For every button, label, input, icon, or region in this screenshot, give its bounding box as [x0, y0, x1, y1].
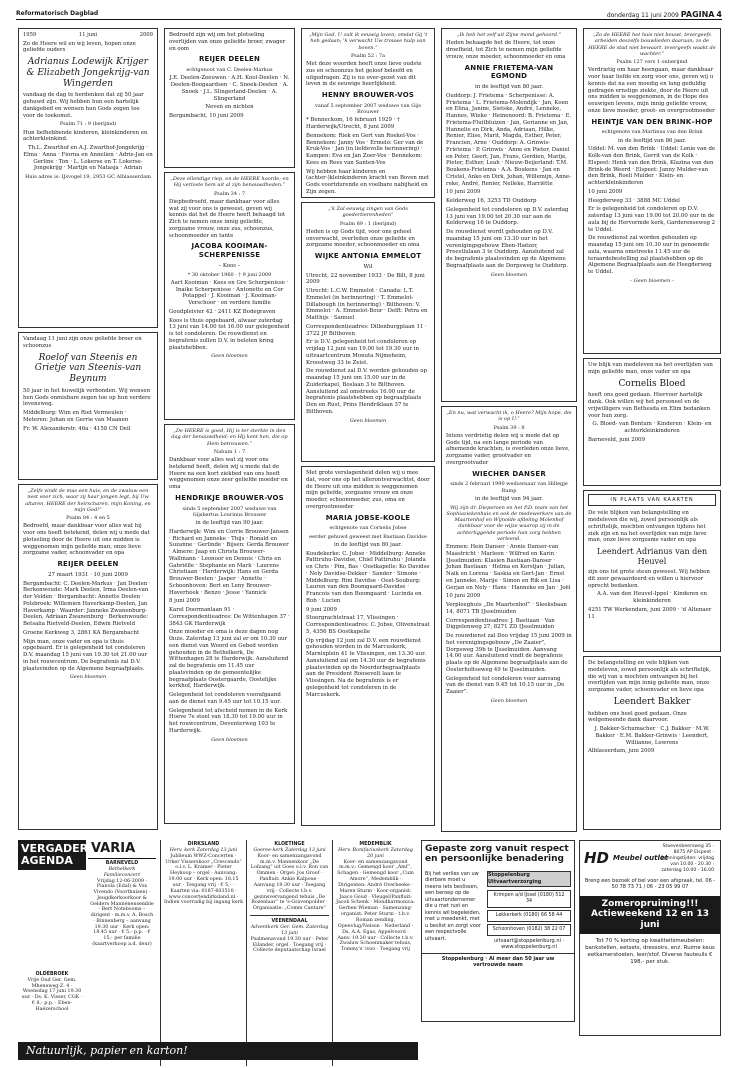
natuurlijk-banner: Natuurlijk, papier en karton!: [18, 1042, 418, 1060]
couple-names: Adrianus Lodewijk Krijger & Elizabeth Jongekrijg-van Wingerden: [26, 57, 150, 89]
thanks-leendert-bakker: De belangstelling en vele blijken van medeleven, zowel persoonlijk als schriftelijk, die wij van u mochten ontvangen bij het overlijden van mijn innig geliefde man, onze zorgzame vader, schoonvader en lieve opa Leendert Bakker hebben ons heel goed gedaan. Onze welgemeende dank daarvoor. J. Bakker-Schumacher · C.J. Bakker · M.W. Bakker · E.M. Bakker-Grinwis · Leendert, Willianne, Lowrens Alblasserdam, juni 2009: [583, 656, 721, 830]
anniversary-notice-krijger: 1959 11 juni 2009 Zo de Heere wil en wij leven, hopen onze geliefde ouders Adrianus Lodewijk Krijger & Elizabeth Jongekrijg-van Wingerden vandaag de dag te herdenken dat zij 50 jaar gehuwd zijn. Wij hebben hun een hartelijk dankgebed en wensen hun Gods zegen toe voor de toekomst. Psalm 71 : 9 (berijmd) Hun liefhebbende kinderen, kleinkinderen en achterkleinkind. Th.L. Zwarthof en A.J. Zwarthof-Jongekrijg · Elma · Anna · Fiorna en Annelien · Adrie-Jan en Gerline · Ton · L. Lokerse en T. Lokerse-Jongekrijg · Martijn en Natasja · Adrian Huis adres is: IJsvogel 19, 2953 GC Alblasserdam: [18, 28, 158, 328]
obituary-maria-jobse: Met grote verslagenheid delen wij u mee dat, voor ons op het allerontverwachtst, door de Heere uit ons midden is weggenomen mijn geliefde, zorgzame vrouw en onze moeder, schoonmoeder, zus, oma en overgrootmoeder MARIA JOBSE-KOOLE echtgenote van Cornelis Jobse eerder gehuwd geweest met Bastiaan Davidse in de leeftijd van 80 jaar. Koudekerke: C. Jobse · Middelburg: Anneke Pattiruhu-Davidse, Chiel Pattiruhu · Jolanda en Chris · Pim, Bas · Oostkapelle: Ko Davidse · Nely Davidse-Dekker · Sander · Simone · Middelburg: Rini Davidse · Oost-Souburg: Lauren van den Boomgaard-Davidse · Francois van den Boomgaard · Lucinda en Rob · Lucien 9 juni 2009 Stoergrachtstraat 17, Vlissingen · Correspondentieadres: C. Jobse, Olivenstraat 5, 4356 BS Oostkapelle Op vrijdag 12 juni zal D.V. een rouwdienst gehouden worden in de Marcuskerk, Marnixplein 41 te Vlissingen, om 13.30 uur. Aansluitend zal om 14.30 uur de begrafenis plaatsvinden op de Noorderbegraafplaats aan de President Roosevelt laan te Vlissingen. Na de begrafenis is er gelegenheid tot condoleren in de Marcuskerk.: [301, 466, 435, 826]
agenda-item-kloetinge: KLOETINGE Goeree-kerk Zaterdag 13 juni Koor- en samenzangavond m.m.v. Mannenkoor „De Lofzang” uit Goes o.l.v. Ron van Ommen · Orgel: Jos Groof · Panfluit: Ankie Kalpoue · Aanvang 19.30 uur · Toegang vrij · Collecte t.b.v. gezinsvervangend tehuis „De Rozenlaar” te 's-Gravenpolder · Organisatie: „Comm Cantare” VEENENDAAL Adventkerk Ger. Gem. Zaterdag 13 juni Psalmenavond 19.30 uur · Peter Eilander, orgel · Toegang vrij · Collecte deputaatschap Israel: [246, 840, 332, 1066]
column-5: [583, 28, 721, 834]
vergader-agenda-header: VERGADER-AGENDA: [18, 840, 86, 870]
varia-header: VARIA: [88, 840, 156, 859]
ad-stoppelenburg: Gepaste zorg vanuit respect en persoonlijke benadering Bij het verlies van uw dierbare moet u ineens iets beslissen, een beroep op de uitvaartondernemer die u met rust en kennis wil begeleiden, met u meedenkt, met u beslist en zorgt voor een respectvolle uitvaart. Stoppelenburg Uitvaartverzorging Krimpen a/d IJssel (0180) 512 34 Lekkerkerk (0180) 66 58 44 Schoonhoven (0182) 38 22 07 uitvaart@stoppelenburg.nl · www.stoppelenburg.nl Stoppelenburg · Al meer dan 50 jaar uw vertrouwde naam: [421, 840, 575, 1022]
column-3: [301, 28, 435, 830]
hd-logo: HD Meubel outlet: [584, 848, 668, 867]
agenda-item-oldebroek: OLDEBROEK Vrije Oud Ger. Gem. Mheneweg-Z. 4 · Woensdag 17 juni 19.30 uur · Ds. K. Visser, CGK · € 8,- p.p. · Eben-Haëzerschool: [21, 972, 83, 1012]
page-number: 4: [716, 10, 722, 19]
obituary-annie-frietema: „Ik heb het zelf uit Zijne mond gehoord.” Heden behaagde het de Heere, tot onze droefheid, tot Zich te nemen mijn geliefde vrouw, onze moeder, schoonmoeder en oma ANNIE FRIETEMA-VAN EGMOND in de leeftijd van 80 jaar. Ouddorp: J. Frietema · Scherpenisse: A. Frietema · L. Frietema-Molendijk · Jan, Koen en Elina, Janine, Sietske, André, Lenneke, Hannes, Wieke · Heinenoord: B. Frietema · E. Frietema-Fluitbluizen · Jan, Gerianne en Jan, Hannelie en Dirk, Anda, Adriaan, Hilke, Renier, Elise, Marit, Magda, Esther, Peter, Francien, Arne · Ouddorp: A. Grinwis-Frietema · P. Grinwis · Anne en Pieter, Daniel en Peter, Geert, Jan, Frans, Gerdien, Marije, Pieter, Esther, Leah · Nieuw-Beijerland: T.M. Boukens-Frietema · A.A. Boukens · Jan en Cristel, Anko en Dirk, Johan, Willemijn, Anne-reke, André, Renier, Nelleke, Harriëtte 10 juni 2009 Kelderweg 16, 3253 TD Ouddorp Gelegenheid tot condoleren op D.V. zaterdag 13 juni van 19.00 tot 20.30 uur aan de Kelderweg 16 te Ouddorp. De rouwdienst wordt gehouden op D.V. maandag 15 juni om 13.30 uur in het verenigingsgebouw Eben-Haëzer, Preestlulaan 3 te Ouddorp. Aansluitend zal de begrafenis plaatsvinden op de Algemene Begraafplaats aan de Dorpsweg te Ouddorp. Geen bloemen: [441, 28, 577, 402]
agenda-item-dirksland: DIRKSLAND Herv. kerk Zaterdag 13 juni Jubileum WWZ-Concerten · Urker Visserskoor „Crescendo” o.l.v. L. Kramer · Pieter Heykoop – orgel · Aanvang: 19.00 uur · Kerk open: 18.15 uur · Toegang vrij · € 5,- · Kaarten via: 0187-603510 · www.concertendirksland.nl · Indien voorradig bij ingang kerk: [160, 840, 246, 1066]
obituary-heintje-van-den-brink: „Zo de HEERE het huis niet bouwt, tevergeefs arbeiden deszelfs bouwlieden daaraan; zo de HEERE de stad niet bewaart, tevergeefs waakt de wachter.” Psalm 127 vers 1 onberijmd Verdrietig om haar heengaan, maar dankbaar voor haar liefde en zorg voor ons, geven wij u kennis dat na een moedig en lang geduldig gedragen ernstige ziekte, door de Heere uit ons midden is weggenomen, in de Hope des eeuwigen levens, mijn innig geliefde vrouw, onze lieve moeder, groot- en overgrootmoeder HEINTJE VAN DEN BRINK–HOP echtgenote van Martinus van den Brink in de leeftijd van 86 jaar. Uddel: M. van den Brink · Uddel: Lenie van de Kolk-van den Brink, Gerrit van de Kolk · Elspeet: Henk van den Brink, Klazina van den Brink-de Weerd · Elspeet: Janny Mulder-van den Brink, Roeli Mulder · Klein- en achterkleinkinderen 10 juni 2009 Heegderweg 33 · 3888 MC Uddel Er is gelegenheid tot condoleren op D.V. zaterdag 13 juni van 19.00 tot 20.00 uur in de aula bij de Hervormde kerk, Garderenseweg 2 te Uddel. De rouwdienst zal worden gehouden op maandag 15 juni om 10.30 uur in genoemde aula, waarna omstreeks 11.45 uur de teraardebestelling zal plaatshebben op de Algemene Begraafplaats aan de Heegderweg te Uddel. – Geen bloemen –: [583, 28, 721, 354]
hd-opening-info: Stoevenbeersweg 35 · 8075 AP Elspeet · Openingstijden: vrijdag van 10.00 - 20.30 · zaterdag 10.00 - 16.00: [660, 844, 714, 873]
thanks-cornelis-bloed: Uw blijk van medeleven na het overlijden van mijn geliefde man, onze vader en opa Cornelis Bloed heeft ons goed gedaan. Hiervoor hartelijk dank. Ook willen wij het personeel en de vrijwilligers van Bethesda en Elim bedanken voor hun zorg. G. Bloed- van Bentum · Kinderen · Klein- en achterkleinkinderen Barneveld, juni 2009: [583, 358, 721, 486]
anniversary-notice-van-steenis: Vandaag 11 juni zijn onze geliefde broer en schoonzus Roelof van Steenis en Grietje van Steenis-van Beynum 50 jaar in het huwelijk verbonden. Wij wensen hen Gods onmisbare zegen toe op hun verdere levensweg. Middelburg: Wim en Riet Vermeulen · Meteren: Johan en Gerrie van Maanen Fr. W. Alexanderstr. 46a · 4158 CN Deil: [18, 332, 158, 480]
hd-banner: Zomeropruiming!!! Actieweekend 12 en 13 juni: [580, 896, 720, 934]
ad-title: Gepaste zorg vanuit respect en persoonlijke benadering: [425, 844, 569, 865]
page-label: PAGINA: [680, 10, 715, 19]
column-2: [164, 28, 295, 828]
obituary-wiecher-danser: „En nu, wat verwacht ik, o Heere? Mijn hope, die is op U.” Psalm 39 : 8 Intens verdrietig delen wij u mede dat op Gods tijd, na een lange periode van afnemende krachten, is overleden onze lieve, zorgzame vader, grootvader en overgrootvader WIECHER DANSER sinds 2 februari 1990 weduwnaar van Hillegje Rump in de leeftijd van 94 jaar. Wij zijn dr. Dieperoen en het P.D. team van het Sophiaziekenhuis en ook de medewerkers van de Maartenhof en Wijnolde afdeling Molenhof dankbaar voor de wijze waarop zij in de achterliggende periode hun zorg hebben verleend. Emmen: Hein Danser · Annie Danser-van Maastricht · Marleen · Wilfred en Karin · IJsselmuiden: Klasien Bastiaan-Danser · Johan Bastiaan · Helma en Kerstjan · Julian, Naik en Lorena · Saskia en Gert-Jan · Ernst en Janneke, Marije · Simon en Rik en Lisa · Gerjan en Nely · Hans · Hanneke en Jan · Joël 10 juni 2009 Verpleeghuis „De Maartenhof” · Sleeksbaan 14, 8071 TB IJsselmuiden Correspondentieadres: J. Bastiaan · Van Diggelenweg 27, 8271 ZD IJsselmuiden De rouwdienst zal Doo vrijdag 15 juni 2009 in het verenigingsgebouw „De Zaaier”, Dorpsweg 39b te IJsselmuiden. Aanvang 14.00 uur. Aansluitend vindt de begrafenis plaats op de Algemene begraafplaats aan de Oosterholtseweg 49 te IJsselmuiden. Gelegenheid tot condoleren voor aanvang van de dienst van 9.45 tot 10.15 uur in „De Zaaier”. Geen bloemen: [441, 406, 577, 832]
couple-names: Roelof van Steenis en Grietje van Steenis-van Beynum: [34, 352, 142, 385]
masthead: [16, 10, 722, 20]
vergader-agenda: [18, 840, 93, 1066]
obituary-reijer-deelen-family: Bedroefd zijn wij om het plotseling overlijden van onze geliefde broer, zwager en oom REIJER DEELEN echtgenoot van C. Deelen-Markus J.E. Deelen-Zeeuwen · A.H. Kool-Deelen · N. Deelen-Boogaardsen · C. Snoek-Deelen · A. Snoek · J.L. Slingerland-Deelen · A. Slingerland Neven en nichten Bergambacht, 10 juni 2009: [164, 28, 295, 168]
obituary-reijer-deelen: „Zelfs vindt de mus een huis, en de zwaluw een nest voor zich, waar zij haar jongen legt, bij Uw altaren, HEERE der heirscharen, mijn Koning, en mijn God!” Psalm 84 : 4 en 5 Bedroefd, maar dankbaar voor alles wat hij voor ons heeft betekend, delen wij u mede dat plotseling door de Heere uit ons midden is weggenomen mijn geliefde man, onze lieve zorgzame vader, schoonvader en opa REIJER DEELEN 27 maart 1931 · 10 juni 2009 Bergambacht: C. Deelen-Markus · Jan Deelen · Berkenwoude: Mark Deelen, Irma Deelen-van der Velden · Bergambacht: Annette Deelen · Polsbroek: Willemien Haverkamp-Deelen, Jan Haverkamp · Waarder: Janneke Zwanenburg-Deelen, Adriaan Zwanenburg · Berkenwoude: Betsalia Rietveld-Deelen, Edwin Rietveld Groene Kerkweg 3, 2861 KA Bergambacht Mijn man, onze vader en opa is thuis opgebaard. Er is gelegenheid tot condoleren D.V. maandag 15 juni van 19.30 tot 21.00 uur in het rouwcentrum. De begrafenis zal D.V. plaatsvinden op de Algemene begraafplaats. Geen bloemen: [18, 484, 158, 830]
stoppelenburg-logo: Stoppelenburg Uitvaartverzorging: [487, 871, 571, 887]
varia-section: [88, 840, 156, 1066]
column-1: [18, 28, 158, 834]
thanks-van-den-heuvel: IN PLAATS VAN KAARTEN De vele blijken van belangstelling en medeleven die wij, zowel persoonlijk als schriftelijk, mochten ontvangen tijdens het ziek zijn en na het overlijden van mijn lieve man, onze lieve zorgzame vader en opa Leendert Adrianus van den Heuvel zijn ons tot grote steun geweest. Wij hebben dit zeer gewaardeerd en willen u hiervoor oprecht bedanken. A.A. van den Heuvel-Ippel · Kinderen en kleinkinderen 4251 TW Werkendam, juni 2009 · 'd Altenaer 11: [583, 490, 721, 652]
publication-name: Reformatorisch Dagblad: [16, 10, 99, 17]
obituary-jacoba-kooiman: „Deze ellendige riep, en de HEERE hoorde; en Hij verloste hem uit al zijn benauwdheden.” Psalm 34 : 7 Diepbedroefd, maar dankbaar voor alles wat zij voor ons is geweest, geven wij kennis dat het de Heere heeft behaagd tot Zich te nemen onze innig geliefde, zorgzame vrouw, onze zus, schoonzus, schoonmoeder en tante JACOBA KOOIMAN-SCHERPENISSE – Koos – * 30 oktober 1960 · † 9 juni 2009 Aart Kooiman · Kees en Gre Scherpenisse · Inaike Scherpenisse · Antonette en Cor Potappel · J. Kooiman · J. Kooiman-Verschoor · en verdere familie Goudpleivier 42 · 2411 KZ Bodegraven Koos is thuis opgebaard, alwaar zaterdag 13 juni van 14.00 tot 16.00 uur gelegenheid is tot condoleren. De rouwdienst en begrafenis zullen D.V. in beloten kring plaatshebben. Geen bloemen: [164, 172, 295, 420]
agenda-columns: [160, 840, 418, 1066]
agenda-item-barneveld: BARNEVELD Bethelkerk Familieconcert Vrijdag 12-06-2009 · Pianola (Edal) & Vox Vivendo (Voorthuizen) · Jeugdkerkoorkoor & Gelders Mannenensemble · Bert Notebooms – dirigent · m.m.v. A. Bosch · Binnenberg – aanvang 19.30 uur · Kerk open: 18.45 uur · € 5,- p.p. · € 15,- per familie (kaartverkoop a.d. deur): [90, 861, 154, 947]
obituary-wijke-emmelot: „'k Zal eeuwig zingen van Gods goedertierenheden” Psalm 89 : 1 (berijmd) Heden is op Gods tijd, voor ons geheel onverwacht, overleden onze geliefde en zorgzame moeder, schoonmoeder en oma WIJKE ANTONIA EMMELOT Wil Utrecht, 22 november 1933 · De Bilt, 8 juni 2009 Utrecht: L.C.W. Emmelot · Canada: L.T. Emmelot (in herinnering) · T. Emmelot-Dillabough (in herinnering) · Bilthoven: V. Emmelot · A. Emmelot-Bour · Delft: Petra en Matthijs · Samuel Correspondentieadres: Dillenburgplaan 11 · 3722 JP Bilthoven Er is D.V. gelegenheid tot condoleren op vrijdag 12 juni van 19.00 tot 19.30 uur in uitvaartcentrum Monuta Nijmeheim, Kroostweg 33 te Zeist. De rouwdienst zal D.V. worden gehouden op maandag 15 juni om 15.00 uur in de Zuiderkapel, Boslaan 3 te Bilthoven. Aansluitend zal omstreeks 16.00 uur de begrafenis plaatshebben op begraafplaats Den en Rust, Prins Hendriklaan 37 te Bilthoven. Geen bloemen: [301, 202, 435, 462]
column-4: [441, 28, 577, 836]
deceased-name: REIJER DEELEN: [57, 560, 119, 568]
issue-date: donderdag 11 juni 2009 PAGINA 4: [606, 10, 722, 19]
obituary-hendrikje-brouwer: „De HEERE is goed, Hij is ter sterkte in den dag der benauwdheid; en Hij kent hen, die op Hem betrouwen.” Nahum 1 : 7 Dankbaar voor alles wat zij voor ons betekend heeft, delen wij u mede dat de Heere na een kort ziekbed van ons heeft weggenomen onze zeer geliefde moeder en oma HENDRIKJE BROUWER-VOS sinds 5 september 2007 weduwe van Gijsbertus Lourinus Brouwer in de leeftijd van 90 jaar. Harderwijk: Wim en Corrie Brouwer-Jansen · Richard en Janneke · Thijs · Ronald en Suzanne · Gerlinde · Bijsen: Gerda Brouwer · Almere: Jaap en Christa Brouwer-Wallmann · Leonoor en Dennis · Chris en Gabriëlle · Stephanie en Mark · Laurens Christiaan · Harderwijk: Hans en Gerda Brouwer-Beelen · Jasper · Annette · Schoonhoven: Bert en Leny Brouwer-Haverhoek · Benzo · Jesse · Yannick 8 juni 2009 Karel Doormanlaan 91 · Correspondentieadres: De Wittenhagen 37 · 3843 GK Harderwijk Onze moeder en oma is deze dagen nog thuis. Zaterdag 13 juni zal er om 10.30 uur een dienst van Woord en Gebed worden gehouden in de Bethelkerk, De Wittenhagen 28 te Harderwijk. Aansluitend zal de begrafenis om 11.45 uur plaatsvinden op de gemeentelijke begraafplaats Oostergaarde, Oostelijke kerkhof, Harderwijk. Gelegenheid tot condoleren voorafgaand aan de dienst van 9.45 uur tot 10.15 uur. Gelegenheid tot afscheid nemen in de Kerk Hoeve 7e stoel van 18.30 tot 19.00 uur in het rouwcentrum, Deventerweg 103 te Harderwijk. Geen bloemen: [164, 424, 295, 824]
obituary-henny-brouwer: „Mijn God, U zult ik eeuwig loven; omdat Gij 't heb gedaan; 'k verwacht Uw trouwe hulp van boven.” Psalm 52 : 7a Met deze woorden heeft onze lieve oudste zus en schoonzus het geloof beleefd en uitgedragen. Zij is nu over-gezet van dit leven in de eeuwige heerlijkheid. HENNY BROUWER-VOS vanaf 5 september 2007 weduwe van Gijs Brouwer * Benneckom, 16 februari 1929 · † Harderwijk/Utrecht, 8 juni 2009 Bennekom: Riek en Gert van Roekel-Vos · Bennekom: Janny Vos · Ermelo: Ger van de Kruk-Vos · Jan (in liefdevolle herinnering) · Kampen: Eva en Jan Zoer-Vos · Bennekom: Kees en Rees van Santen-Vos Wij hebben haar kinderen en (achter-)kleinkinderen kracht van Boven met Gods voortdurende en voelbare nabijheid en Zijn zegen.: [301, 28, 435, 198]
ad-hd-meubel-outlet: HD Meubel outlet Stoevenbeersweg 35 · 8075 AP Elspeet · Openingstijden: vrijdag van 10.00 - 20.30 · zaterdag 10.00 - 16.00 Breng een bezoek of bel voor een afspraak, tel. 06 - 50 78 73 71 / 06 - 23 05 99 07 Zomeropruiming!!! Actieweekend 12 en 13 juni Tot 70 % korting op kwaliteitsmeubelen: bankstellen, eetsets, dressoirs, enz. Ruime keus eetkamerstoelen, leer/stof. Diverse fauteuils € 198,- per stuk.: [579, 840, 721, 1036]
agenda-item-medemblik: MEDEMBLIK Herv. Bonifaciuskerk Zaterdag 20 juni Koor- en samenzangavond m.m.v.: Gemengd koor „Amf”, Schagen · Gemengd koor „Cum Amore”, Medemblik · Dirigenten: André Overbeeke · Maren Sturm · Koor-organist: Jaaco Goud · Vleugel/Panfluit: Jacob Schenk · Mondharmonica: Gerben Wieman · Samenzang-organist: Peter Sturm · t.b.v. Roman zending, Openvlug/Nelson · Nederland · Ds. A.A. Egas, Appelvoord · Aanv. 19.30 uur · Collecte t.b.v. Zwaluw Schoenmaker tehuis, Tommy's' ivoo · Toegang vrij: [332, 840, 418, 1066]
